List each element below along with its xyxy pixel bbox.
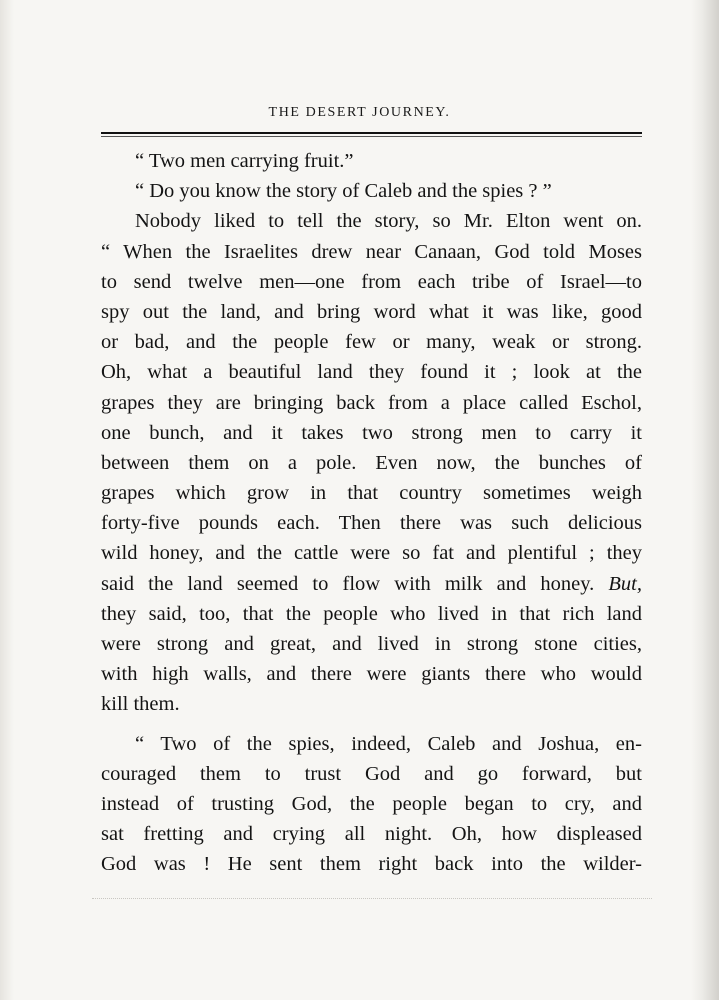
text-line: wild honey, and the cattle were so fat and plentiful ; they <box>101 542 642 565</box>
text-line: Oh, what a beautiful land they found it ; look at the <box>101 361 642 384</box>
page-edge-right <box>691 0 719 1000</box>
text-line: God was ! He sent them right back into the wilder- <box>101 853 642 876</box>
text-line: spy out the land, and bring word what it was like, good <box>101 300 642 323</box>
text-line: sat fretting and crying all night. Oh, how displeased <box>101 823 642 846</box>
text-line: to send twelve men—one from each tribe of Israel—to <box>101 270 642 293</box>
text-line: were strong and great, and lived in strong stone cities, <box>101 633 642 655</box>
text-line: grapes which grow in that country sometimes weigh <box>101 482 642 505</box>
text-line: “ Two of the spies, indeed, Caleb and Joshua, en- <box>135 732 642 755</box>
text-segment: said the land seemed to flow with milk and honey. <box>101 572 595 595</box>
text-line: forty-five pounds each. Then there was such delicious <box>101 512 642 535</box>
text-line: couraged them to trust God and go forward, but <box>101 762 642 785</box>
text-line: kill them. <box>101 693 180 716</box>
text-line: “ Do you know the story of Caleb and the spies ? ” <box>135 180 552 203</box>
text-line: Nobody liked to tell the story, so Mr. Elton went on. <box>135 210 642 233</box>
text-line: grapes they are bringing back from a place called Eschol, <box>101 391 642 414</box>
text-line: “ Two men carrying fruit.” <box>135 150 354 172</box>
text-line: “ When the Israelites drew near Canaan, God told Moses <box>101 240 642 263</box>
page-bottom-edge <box>92 898 652 899</box>
text-line: they said, too, that the people who lived in that rich land <box>101 602 642 625</box>
text-line: between them on a pole. Even now, the bunches of <box>101 451 642 474</box>
body-text <box>101 146 642 880</box>
running-head: THE DESERT JOURNEY. <box>268 105 451 120</box>
text-line: or bad, and the people few or many, weak or strong. <box>101 331 642 354</box>
header-rule-thin <box>101 136 642 137</box>
page-edge-left <box>0 0 14 1000</box>
text-line: instead of trusting God, the people began to cry, and <box>101 792 642 815</box>
text-line <box>101 569 642 599</box>
header-rule <box>101 132 642 134</box>
text-line: one bunch, and it takes two strong men to carry it <box>101 421 642 444</box>
text-line: with high walls, and there were giants there who would <box>101 663 642 686</box>
italic-word: But, <box>608 572 642 595</box>
